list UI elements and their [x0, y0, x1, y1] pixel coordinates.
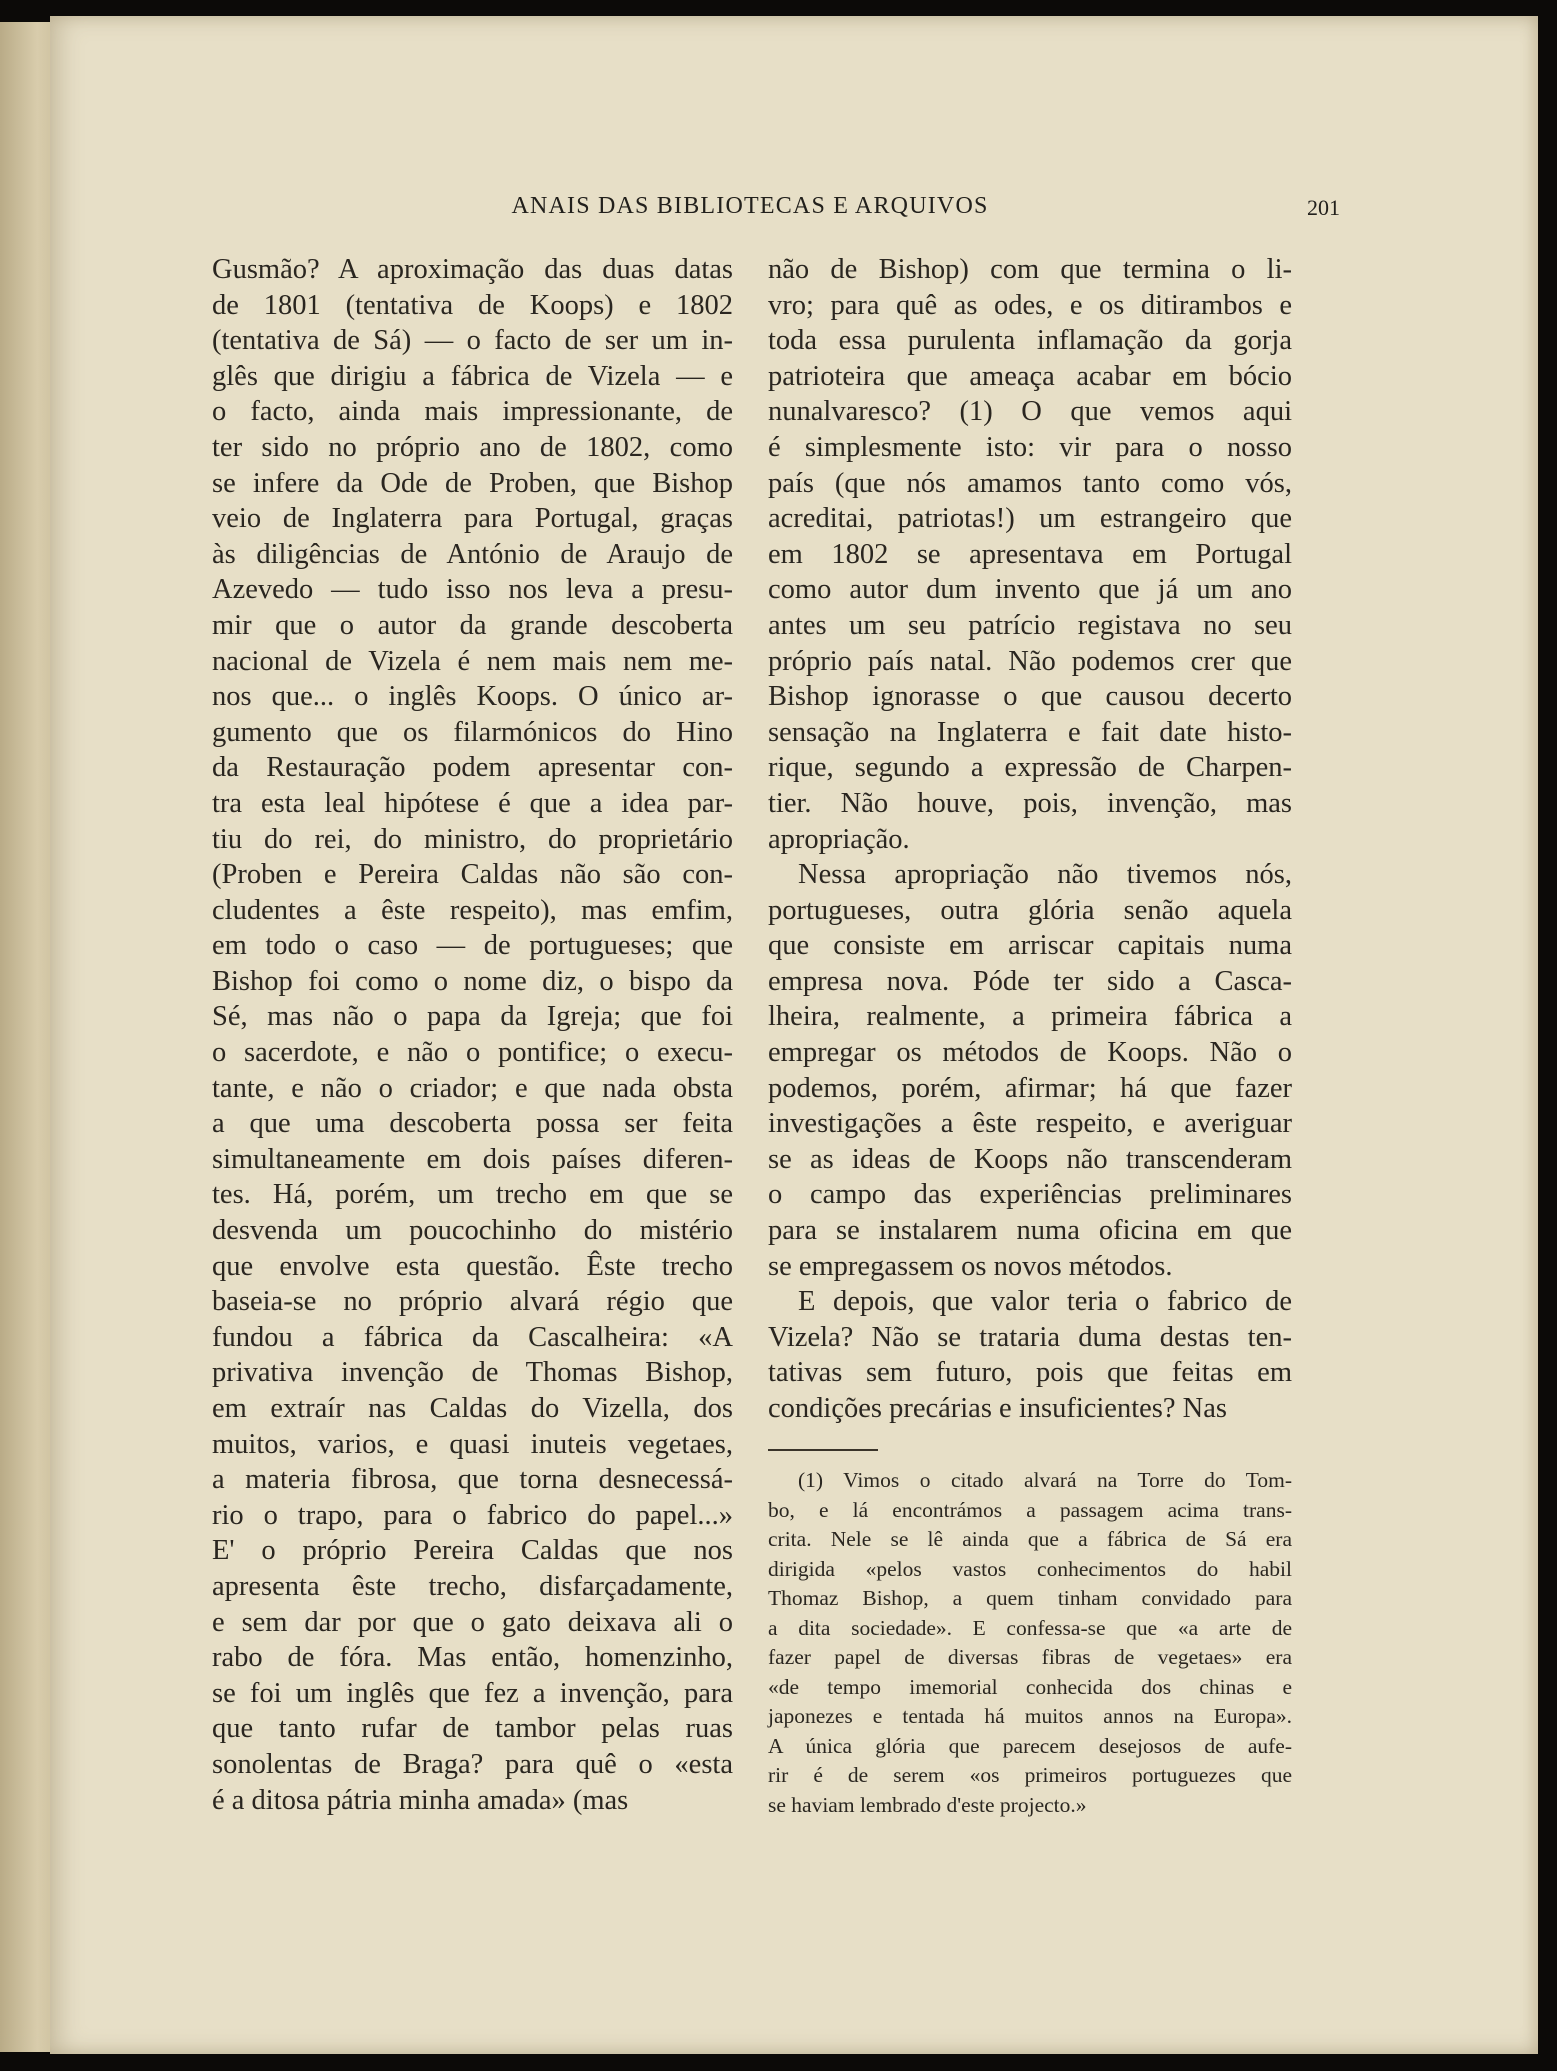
right-column-line: tier. Não houve, pois, invenção, mas [768, 787, 1292, 819]
footnote-line: «de tempo imemorial conhecida dos chinas e [768, 1674, 1292, 1699]
left-column-line: E' o próprio Pereira Caldas que nos [212, 1535, 733, 1567]
right-column-line: se as ideas de Koops não transcenderam [768, 1143, 1292, 1175]
left-column-line: sonolentas de Braga? para quê o «esta [212, 1748, 733, 1780]
right-column-line: portugueses, outra glória senão aquela [768, 894, 1292, 926]
left-column-line: apresenta êste trecho, disfarçadamente, [212, 1570, 733, 1602]
right-column-line: antes um seu patrício registava no seu [768, 609, 1292, 641]
footnote-line: (1) Vimos o citado alvará na Torre do Tom- [798, 1468, 1292, 1492]
right-column-line: Vizela? Não se trataria duma destas ten- [768, 1321, 1292, 1353]
footnote-line: crita. Nele se lê ainda que a fábrica de Sá era [768, 1527, 1292, 1551]
right-column-line: empregar os métodos de Koops. Não o [768, 1037, 1292, 1069]
right-column-line: nunalvaresco? (1) O que vemos aqui [768, 396, 1292, 428]
left-column-line: (Proben e Pereira Caldas não são con- [212, 859, 733, 891]
footnote-line: Thomaz Bishop, a quem tinham convidado para [768, 1586, 1292, 1610]
left-column-line: tra esta leal hipótese é que a idea par- [212, 787, 733, 819]
right-column-line: rique, segundo a expressão de Charpen- [768, 752, 1292, 784]
footnote-rule [768, 1449, 878, 1451]
left-column-line: de 1801 (tentativa de Koops) e 1802 [212, 289, 733, 321]
left-column-line: o facto, ainda mais impressionante, de [212, 396, 733, 428]
left-column-line: Sé, mas não o papa da Igreja; que foi [212, 1001, 733, 1033]
right-column-line: não de Bishop) com que termina o li- [768, 254, 1292, 285]
right-column-line: tativas sem futuro, pois que feitas em [768, 1357, 1292, 1389]
left-column-line: privativa invenção de Thomas Bishop, [212, 1357, 733, 1389]
left-column-line: (tentativa de Sá) — o facto de ser um in- [212, 325, 733, 357]
left-column-line: fundou a fábrica da Cascalheira: «A [212, 1321, 733, 1353]
right-column-line: se empregassem os novos métodos. [768, 1250, 1173, 1282]
right-column-line: Bishop ignorasse o que causou decerto [768, 681, 1292, 713]
footnote [768, 1466, 1292, 1820]
right-column-line: é simplesmente isto: vir para o nosso [768, 431, 1292, 463]
left-column-line: e sem dar por que o gato deixava ali o [212, 1606, 733, 1638]
right-column-line: podemos, porém, afirmar; há que fazer [768, 1072, 1292, 1104]
left-column-line: da Restauração podem apresentar con- [212, 752, 733, 784]
left-column-line: se foi um inglês que fez a invenção, para [212, 1677, 733, 1709]
left-column-line: muitos, varios, e quasi inuteis vegetaes, [212, 1428, 733, 1460]
right-column-line: empresa nova. Póde ter sido a Casca- [768, 965, 1292, 997]
left-column-line: que envolve esta questão. Êste trecho [212, 1250, 733, 1282]
left-column-line: baseia-se no próprio alvará régio que [212, 1286, 733, 1318]
left-column-line: rio o trapo, para o fabrico do papel...» [212, 1499, 733, 1531]
right-column-line: apropriação. [768, 823, 910, 855]
left-column-line: a que uma descoberta possa ser feita [212, 1108, 733, 1140]
left-column-line: nos que... o inglês Koops. O único ar- [212, 681, 733, 713]
left-column-line: Bishop foi como o nome diz, o bispo da [212, 965, 733, 997]
right-column-line: condições precárias e insuficientes? Nas [768, 1393, 1227, 1424]
right-column-line: Nessa apropriação não tivemos nós, [798, 859, 1292, 891]
footnote-line: se haviam lembrado d'este projecto.» [768, 1792, 1087, 1817]
left-column-line: tiu do rei, do ministro, do proprietário [212, 823, 733, 855]
left-column-line: veio de Inglaterra para Portugal, graças [212, 503, 733, 535]
right-column-line: que consiste em arriscar capitais numa [768, 930, 1292, 962]
right-column-line: acreditai, patriotas!) um estrangeiro que [768, 503, 1292, 535]
left-column-line: glês que dirigiu a fábrica de Vizela — e [212, 360, 733, 392]
running-title: ANAIS DAS BIBLIOTECAS E ARQUIVOS [511, 193, 989, 219]
left-column-line: às diligências de António de Araujo de [212, 538, 733, 570]
left-column-line: em todo o caso — de portugueses; que [212, 930, 733, 962]
right-column-line: patrioteira que ameaça acabar em bócio [768, 360, 1292, 392]
left-column-line: em extraír nas Caldas do Vizella, dos [212, 1393, 733, 1424]
page-number: 201 [1307, 195, 1340, 220]
left-column-line: ter sido no próprio ano de 1802, como [212, 431, 733, 463]
right-column-line: em 1802 se apresentava em Portugal [768, 538, 1292, 570]
left-column-line: Azevedo — tudo isso nos leva a presu- [212, 574, 733, 606]
footnote-line: dirigida «pelos vastos conhecimentos do habil [768, 1556, 1292, 1581]
footnote-line: a dita sociedade». E confessa-se que «a arte de [768, 1615, 1292, 1640]
left-column-line: simultaneamente em dois países diferen- [212, 1143, 733, 1175]
right-column-line: investigações a êste respeito, e averiguar [768, 1108, 1292, 1140]
right-column-line: lheira, realmente, a primeira fábrica a [768, 1001, 1292, 1033]
right-column-line: E depois, que valor teria o fabrico de [798, 1286, 1292, 1318]
footnote-line: A única glória que parecem desejosos de aufe- [768, 1733, 1292, 1758]
footnote-line: bo, e lá encontrámos a passagem acima trans- [768, 1497, 1292, 1522]
running-head [160, 193, 1340, 229]
right-column-line: país (que nós amamos tanto como vós, [768, 467, 1292, 499]
right-column-line: para se instalarem numa oficina em que [768, 1215, 1292, 1247]
right-column-line: sensação na Inglaterra e fait date histo- [768, 716, 1292, 748]
right-column [768, 252, 1292, 1427]
right-column-line: o campo das experiências preliminares [768, 1179, 1292, 1211]
right-column-line: toda essa purulenta inflamação da gorja [768, 325, 1292, 357]
left-column-line: se infere da Ode de Proben, que Bishop [212, 467, 733, 499]
left-column-line: Gusmão? A aproximação das duas datas [212, 254, 733, 285]
right-column-line: vro; para quê as odes, e os ditirambos e [768, 289, 1292, 321]
left-column-line: mir que o autor da grande descoberta [212, 609, 733, 641]
footnote-line: japonezes e tentada há muitos annos na Europa». [768, 1704, 1292, 1728]
left-column-line: o sacerdote, e não o pontifice; o execu- [212, 1037, 733, 1069]
footnote-line: fazer papel de diversas fibras de vegetaes» era [768, 1645, 1292, 1669]
left-column-line: tes. Há, porém, um trecho em que se [212, 1179, 733, 1211]
left-column-line: que tanto rufar de tambor pelas ruas [212, 1713, 733, 1745]
right-column-line: próprio país natal. Não podemos crer que [768, 645, 1292, 677]
left-column-line: a materia fibrosa, que torna desnecessá- [212, 1464, 733, 1496]
footnote-line: rir é de serem «os primeiros portuguezes que [768, 1763, 1292, 1787]
left-column-line: desvenda um poucochinho do mistério [212, 1215, 733, 1247]
left-column-line: é a ditosa pátria minha amada» (mas [212, 1784, 629, 1816]
left-column-line: gumento que os filarmónicos do Hino [212, 716, 733, 748]
left-column-line: nacional de Vizela é nem mais nem me- [212, 645, 733, 677]
left-column-line: tante, e não o criador; e que nada obsta [212, 1072, 733, 1104]
left-column-line: cludentes a êste respeito), mas emfim, [212, 894, 733, 926]
left-column [212, 252, 733, 1818]
right-column-line: como autor dum invento que já um ano [768, 574, 1292, 606]
left-column-line: rabo de fóra. Mas então, homenzinho, [212, 1642, 733, 1674]
